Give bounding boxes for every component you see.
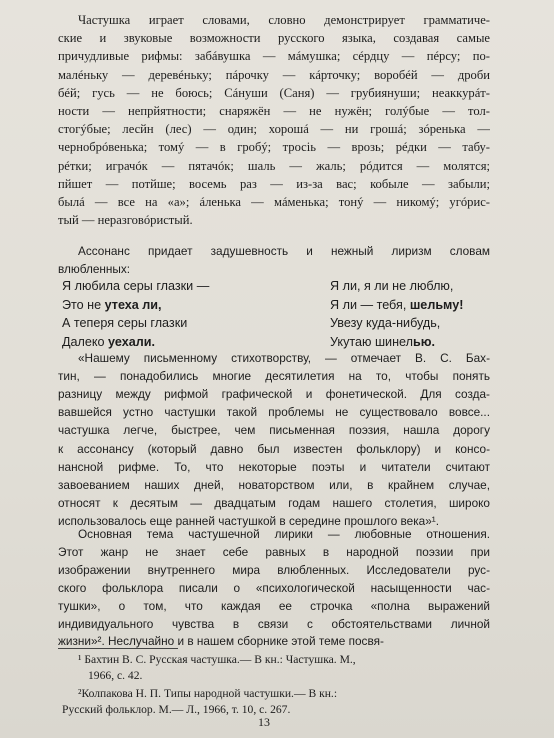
poem-text: Укутаю шинел [330,334,413,349]
text-line: стогýбые; лесйн (лес) — один; хорошá — ни грошá; зóренька — [58,122,490,137]
poem-line [62,296,162,314]
poem-line [330,333,435,351]
text-line: разницу между рифмой графической и фонетической. Для созда- [58,387,490,402]
poem-text: Я ли — тебя, [330,297,410,312]
text-line: причудливые рифмы: забáвушка — мáмушка; сéрдцу — пéрсу; по- [58,49,490,64]
text-line: к ассонансу (который давно был известен фольклору) и консо- [58,441,490,456]
page-number: 13 [258,715,270,729]
poem-text: А теперя серы глазки [62,316,188,330]
text-line: чернобрóвенька; томý — в гробý; тросiь — врозь; рéдки — табу- [58,140,490,155]
poem-text: Я ли, я ли не люблю, [330,279,454,293]
text-line: пйшет — потйше; восемь раз — из-за вас; кобыле — забыли; [58,176,490,191]
text-line: влюбленных: [58,262,131,276]
text-line: Основная тема частушечной лирики — любовные отношения. [78,527,490,541]
poem-line [330,296,463,314]
text-line: нансной рифме. То, что некоторые поэты и читатели считают [58,459,490,474]
poem-text: Увезу куда-нибудь, [330,316,441,330]
poem-text: Далеко [62,334,109,349]
footnote-line: 1966, с. 42. [88,669,143,682]
text-line: изображении внутреннего мира влюбленных. Исследователи рус- [58,562,490,577]
poem-line [62,277,209,295]
footnote-line: Русский фольклор. М.— Л., 1966, т. 10, с. 267. [62,703,291,716]
text-line: ности — непрйятности; снаряжён — не нужён; голýбые — тол- [58,104,490,118]
text-line: былá — все на «а»; áленька — мáменька; тонý — никомý; угóрис- [58,195,490,209]
text-line: Частушка играет словами, словно демонстрирует грамматиче- [78,13,490,27]
poem-line [62,314,187,332]
footnote-line: ²Колпакова Н. П. Типы народной частушки.— В кн.: [78,687,338,700]
text-line: рéтки; играчóк — пятачóк; шаль — жаль; рóдится — молятся; [58,158,490,173]
text-line: частушка легче, быстрее, чем письменная поэзия, нашла дорогу [58,423,490,438]
poem-rhyme-word: ью. [412,334,435,349]
footnote-rule [58,648,178,649]
text-line: индивидуального чувства в связи с обстоятельствами личной [58,616,490,631]
text-line: ские и звуковые возможности русского языка, создавая самые [58,31,490,46]
text-line: тушки», о том, что каждая ее строчка «полна выражений [58,598,490,613]
poem-rhyme-word: уехали. [108,334,155,349]
poem-rhyme-word: шельму! [409,297,464,312]
text-line: тый — неразговóристый. [58,213,193,228]
text-line: «Нашему письменному стихотворству, — отмечает В. С. Бах- [78,351,490,365]
text-line: ского фольклора писали о «психологической насыщенности час- [58,580,490,595]
text-line: вавшейся устно частушки такой проблемы не существовало вовсе... [58,405,490,420]
text-line: использовалось еще ранней частушкой в середине прошлого века»¹. [58,513,439,528]
text-line: бéй; гусь — не боюсь; Сáнуши (Саня) — грубиянуши; неаккурáт- [58,85,490,100]
text-line: Ассонанс придает задушевность и нежный лиризм словам [78,244,490,258]
text-line: Этот жанр не знает себе равных в народной поэзии при [58,544,490,559]
poem-rhyme-word: утеха ли, [104,297,162,312]
poem-line [330,314,440,332]
text-line: относят к десятым — двадцатым годам нашего столетия, широко [58,495,490,510]
poem-line [62,333,155,351]
text-line: завоеванием наших дней, новаторством или, в крайнем случае, [58,477,490,492]
text-line: жизни»². Неслучайно и в нашем сборнике этой теме посвя- [58,634,384,649]
poem-text: Это не [62,297,105,312]
text-line: тин, — понадобились многие десятилетия на то, чтобы понять [58,369,490,384]
footnote-line: ¹ Бахтин В. С. Русская частушка.— В кн.: Частушка. М., [78,653,356,666]
poem-line [330,277,453,295]
poem-text: Я любила серы глазки — [62,279,210,293]
text-line: малéньку — деревéньку; пáрочку — кáрточку; воробéй — дроби [58,67,490,82]
